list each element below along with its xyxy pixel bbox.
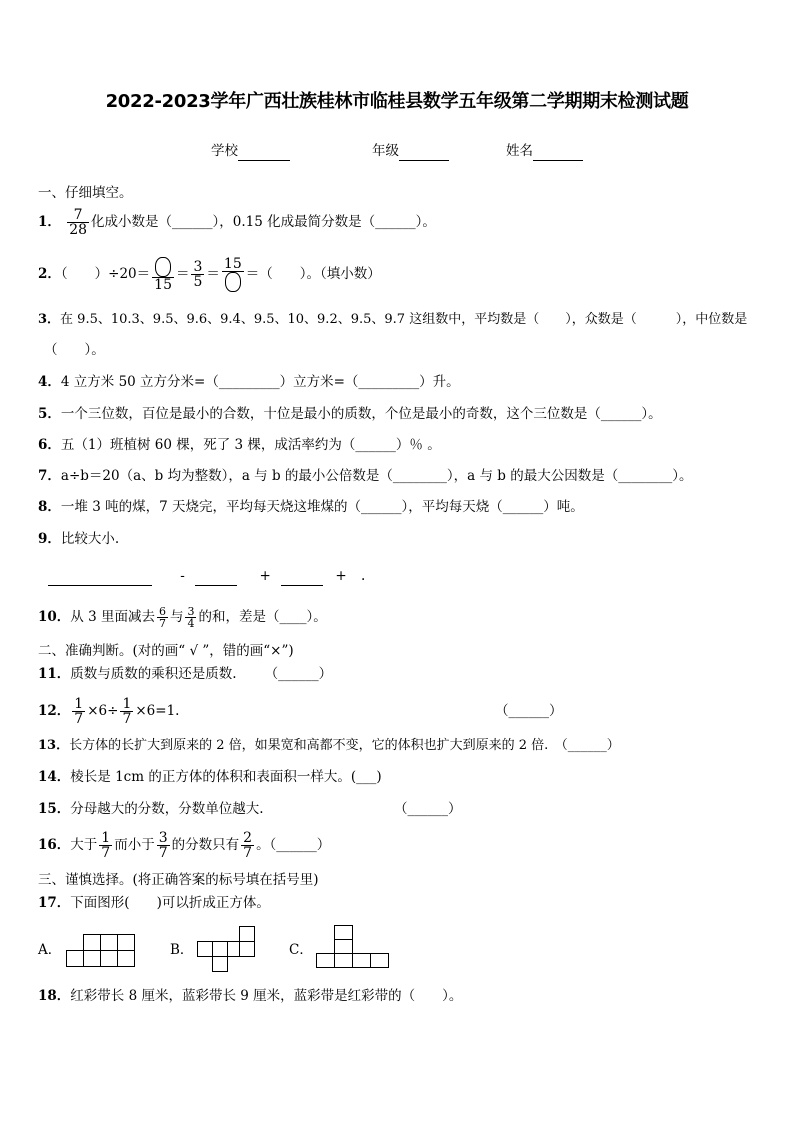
q2-fraction-3: 15 — [222, 257, 244, 292]
name-blank[interactable] — [533, 140, 583, 161]
question-9 — [38, 529, 119, 549]
q17-text: 下面图形( )可以折成正方体。 — [70, 895, 270, 911]
name-field — [506, 140, 583, 161]
grade-label: 年级 — [372, 143, 399, 159]
question-14 — [38, 767, 382, 787]
q5-number: 5． — [38, 406, 61, 422]
q9-compare-row — [48, 565, 365, 586]
q2-fraction-1: 15 — [152, 257, 174, 292]
q9-blank-2[interactable] — [195, 565, 237, 586]
q10-tail: 的和，差是（____）。 — [198, 609, 327, 625]
question-1 — [38, 203, 436, 241]
q15-number: 15． — [38, 801, 71, 817]
q6-number: 6． — [38, 437, 61, 453]
school-blank[interactable] — [238, 140, 290, 161]
q17-option-c-label[interactable]: C． — [289, 942, 313, 958]
q12-fraction-2: $\frac{1}{7}$ — [122, 696, 132, 727]
question-16 — [38, 826, 330, 864]
name-label: 姓名 — [506, 143, 533, 159]
q12-number: 12． — [38, 703, 71, 719]
question-2 — [38, 254, 381, 294]
q10-fraction-1: $\frac{6}{7}$ — [158, 605, 166, 630]
q12-mid: ×6÷ — [87, 703, 119, 719]
q9-dot: . — [360, 568, 366, 584]
q13-text: 长方体的长扩大到原来的 2 倍，如果宽和高都不变，它的体积也扩大到原来的 2 倍. （______） — [69, 738, 620, 753]
question-3-cont: （ ）。 — [44, 342, 105, 358]
q8-number: 8． — [38, 499, 61, 515]
school-field — [211, 140, 290, 161]
q12-fraction-1: $\frac{1}{7}$ — [74, 696, 84, 727]
section-3-heading: 三、谨慎选择。(将正确答案的标号填在括号里) — [38, 872, 319, 888]
q15-text: 分母越大的分数，分数单位越大. — [70, 801, 264, 817]
q12-tail: ×6=1. — [135, 703, 180, 719]
question-10 — [38, 602, 327, 632]
q16-part-a: 大于 — [70, 837, 98, 853]
q2-lead: （ ）÷20＝ — [60, 266, 151, 282]
q17-option-b-label[interactable]: B． — [170, 942, 194, 958]
question-11 — [38, 664, 332, 684]
q14-number: 14． — [38, 769, 71, 785]
q10-mid: 与 — [169, 609, 184, 625]
q9-blank-3[interactable] — [281, 565, 323, 586]
q17-option-a-cube-net[interactable] — [66, 933, 138, 967]
q2-equals-1: ＝ — [175, 266, 190, 282]
q18-number: 18． — [38, 988, 71, 1004]
q10-number: 10． — [38, 609, 71, 625]
q16-part-b: 而小于 — [114, 837, 155, 853]
q11-answer-paren[interactable]: （______） — [264, 666, 333, 682]
q7-number: 7． — [38, 468, 61, 484]
q16-part-c: 的分数只有 — [171, 837, 240, 853]
question-18 — [38, 986, 462, 1006]
q8-text: 一堆 3 吨的煤，7 天烧完，平均每天烧这堆煤的（______），平均每天烧（______）吨。 — [60, 499, 584, 515]
q17-option-c-cube-net[interactable] — [316, 925, 390, 971]
q2-blank-denominator[interactable] — [225, 272, 241, 292]
q10-fraction-2: $\frac{3}{4}$ — [187, 605, 195, 630]
q18-text: 红彩带长 8 厘米，蓝彩带长 9 厘米，蓝彩带是红彩带的（ ）。 — [70, 988, 463, 1004]
q12-answer-paren[interactable]: （______） — [495, 703, 563, 719]
q7-text: a÷b＝20（a、b 均为整数），a 与 b 的最小公倍数是（________），a 与 b 的最大公因数是（________）。 — [60, 468, 693, 484]
q3-line-1: 在 9.5、10.3、9.5、9.6、9.4、9.5、10、9.2、9.5、9.7 这组数中，平均数是（ ），众数是（ ），中位数是 — [60, 312, 748, 327]
q16-number: 16． — [38, 837, 71, 853]
question-7 — [38, 466, 692, 486]
question-6 — [38, 435, 441, 455]
q16-fraction-1: $\frac{1}{7}$ — [101, 830, 111, 861]
question-8 — [38, 497, 584, 517]
q2-blank-numerator[interactable] — [155, 257, 171, 277]
section-1-heading: 一、仔细填空。 — [38, 185, 133, 201]
q9-blank-1[interactable] — [48, 565, 152, 586]
q16-tail: 。（______） — [256, 837, 331, 853]
q13-number: 13． — [38, 738, 70, 753]
q1-fraction: $\frac{7}{28}$ — [69, 207, 88, 238]
q2-equals-2: ＝ — [206, 266, 220, 282]
q17-option-b-cube-net[interactable] — [197, 926, 257, 974]
q4-text: 4 立方米 50 立方分米=（_________）立方米=（_________）升。 — [60, 374, 460, 390]
q9-number: 9． — [38, 531, 61, 547]
q2-number: 2． — [38, 266, 61, 282]
q17-number: 17． — [38, 895, 71, 911]
question-5 — [38, 404, 662, 424]
q17-option-a-label[interactable]: A． — [38, 942, 62, 958]
q10-lead: 从 3 里面减去 — [70, 609, 155, 625]
q11-number: 11． — [38, 666, 71, 682]
q11-text: 质数与质数的乘积还是质数. — [70, 666, 237, 682]
question-17 — [38, 893, 270, 913]
question-12 — [38, 692, 179, 730]
grade-field — [372, 140, 449, 161]
section-2-heading: 二、准确判断。(对的画“ √ ”，错的画“×”) — [38, 643, 294, 659]
question-3 — [38, 310, 747, 330]
q16-fraction-2: $\frac{3}{7}$ — [158, 830, 168, 861]
q2-fraction-2: $\frac{3}{5}$ — [193, 259, 203, 290]
q2-tail: ＝（ ）。（填小数） — [245, 266, 381, 282]
question-4 — [38, 372, 460, 392]
q1-number: 1． — [38, 214, 61, 230]
question-13 — [38, 736, 620, 756]
q1-text: 化成小数是（______），0.15 化成最简分数是（______）。 — [91, 214, 436, 230]
q15-answer-paren[interactable]: （______） — [394, 801, 462, 817]
q9-plus-sign-2: + — [335, 568, 347, 584]
grade-blank[interactable] — [399, 140, 449, 161]
q5-text: 一个三位数，百位是最小的合数，十位是最小的质数，个位是最小的奇数，这个三位数是（______）。 — [60, 406, 662, 422]
q4-number: 4． — [38, 374, 61, 390]
page-title: 2022-2023学年广西壮族桂林市临桂县数学五年级第二学期期末检测试题 — [105, 91, 689, 112]
question-15 — [38, 799, 264, 819]
school-label: 学校 — [211, 143, 238, 159]
q6-text: 五（1）班植树 60 棵，死了 3 棵，成活率约为（______）％ 。 — [60, 437, 441, 453]
q3-number: 3． — [38, 312, 61, 327]
q9-minus-sign: - — [180, 568, 185, 584]
q14-text: 棱长是 1cm 的正方体的体积和表面积一样大。(___) — [70, 769, 382, 785]
q9-text: 比较大小. — [60, 531, 120, 547]
q16-fraction-3: $\frac{2}{7}$ — [243, 830, 253, 861]
q9-plus-sign-1: + — [259, 568, 271, 584]
